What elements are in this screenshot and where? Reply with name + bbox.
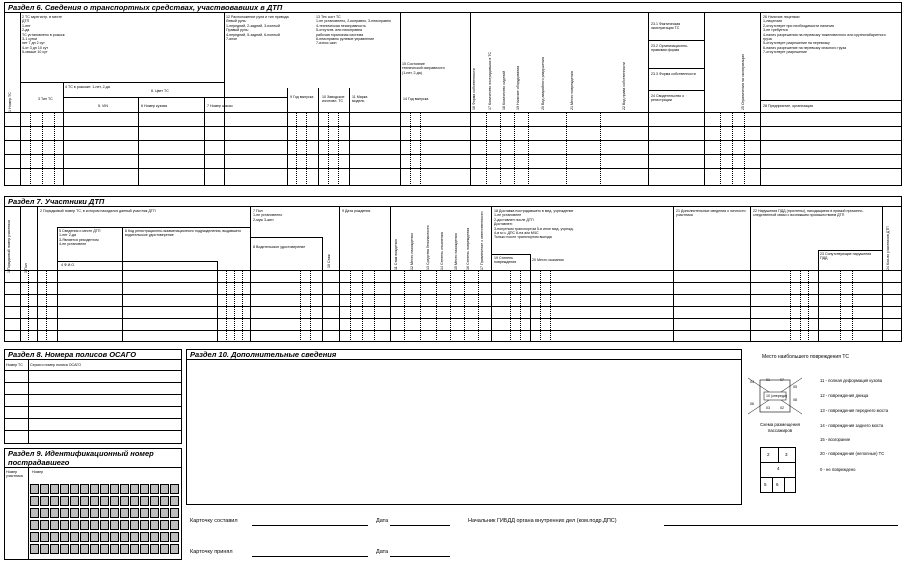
s6-data-grid (4, 112, 902, 186)
accepted-by-label: Карточку принял (190, 549, 233, 555)
s7-col-17: 17 Привлечение к ответственности (480, 211, 484, 270)
id-digit-cell[interactable] (170, 508, 179, 518)
id-digit-cell[interactable] (30, 484, 39, 494)
s6-hdr-line (648, 68, 704, 69)
id-digit-cell[interactable] (70, 532, 79, 542)
s7-cell-divider (350, 270, 351, 342)
damage-zone: 08 (793, 398, 797, 402)
s7-cell-divider (362, 270, 363, 342)
s6-cell-divider (410, 112, 411, 186)
id-digit-cell[interactable] (120, 508, 129, 518)
s7-cell-divider (478, 270, 479, 342)
id-digit-cell[interactable] (100, 532, 109, 542)
id-digit-cell[interactable] (40, 496, 49, 506)
date-label: Дата (376, 549, 389, 555)
id-digit-cell[interactable] (80, 508, 89, 518)
section-8-title: Раздел 8. Номера полисов ОСАГО (8, 350, 137, 359)
id-digit-cell[interactable] (140, 544, 149, 554)
composed-by-label: Карточку составил (190, 518, 238, 524)
s7-cell-divider (300, 270, 301, 342)
seat-diagram-title: Схема размещения пассажиров (759, 422, 800, 433)
s7-col-24: 24 Кол-во участников ДТП (886, 225, 890, 270)
s6-col-20: 20 Вид аварийного разрушения (541, 57, 545, 110)
id-digit-cell[interactable] (90, 544, 99, 554)
s7-cell-divider (436, 270, 437, 342)
table-row[interactable] (4, 112, 902, 113)
s7-col-23: 23 Сопутствующие нарушения ПДД (820, 252, 872, 261)
s7-hdr-line (818, 250, 882, 251)
seat-divider (772, 477, 773, 493)
chief-signature-field[interactable] (664, 525, 898, 526)
id-digit-cell[interactable] (50, 544, 59, 554)
damage-legend-item: 20 - повреждения (неполные) ТС (820, 451, 885, 456)
id-digit-cell[interactable] (120, 532, 129, 542)
damage-title: Место наибольшего повреждения ТС (762, 354, 849, 360)
s7-cell-divider (46, 270, 47, 342)
id-digit-cell[interactable] (60, 532, 69, 542)
id-digit-cell[interactable] (90, 520, 99, 530)
table-row[interactable] (4, 126, 902, 127)
s7-data-grid (4, 270, 902, 342)
id-digit-cell[interactable] (100, 544, 109, 554)
s7-col-7: 7 Пол 1-не установлено 2-муж 3-жен (253, 209, 283, 222)
s6-cell-divider (338, 112, 339, 186)
id-digit-cell[interactable] (70, 544, 79, 554)
s7-hdr-line (57, 227, 250, 228)
s6-cell-divider (732, 112, 733, 186)
s7-col-12: 12 Место нахождения (410, 233, 414, 270)
id-digit-cell[interactable] (50, 484, 59, 494)
id-digit-cell[interactable] (160, 484, 169, 494)
id-digit-cell[interactable] (30, 544, 39, 554)
s7-cell-divider (464, 270, 465, 342)
id-digit-cell[interactable] (80, 484, 89, 494)
section-9-title: Раздел 9. Идентификационный номер пострадавшего (8, 449, 154, 467)
s6-cell-divider (296, 112, 297, 186)
id-digit-cell[interactable] (50, 532, 59, 542)
id-digit-cell[interactable] (120, 484, 129, 494)
id-digit-cell[interactable] (50, 496, 59, 506)
s9-col-1: Номер участника (6, 470, 23, 479)
s6-col-26: 26 Наличие лицензии: 1-лицензия 2-отсутствует при необходимости наличия 3-не требуется 4-налич разрешения на перевозку тяжеловесного или крупногабаритного груза 5-отсутствует разрешение на перевозку 6-налич разрешение на перевозку опасного груза 7-отсутствует разрешение (763, 15, 886, 55)
s6-col-22: 22 Вид права собственности (622, 62, 626, 110)
table-row[interactable] (4, 430, 182, 431)
id-digit-cell[interactable] (130, 532, 139, 542)
id-digit-cell[interactable] (160, 544, 169, 554)
damage-zone: 02 (780, 406, 784, 410)
s6-col-15: 15 Состояние технической исправности (1-нет, 2-да) (402, 62, 445, 75)
id-digit-cell[interactable] (30, 496, 39, 506)
s6-cell-divider (306, 112, 307, 186)
id-digit-cell[interactable] (150, 508, 159, 518)
s7-col-15: 15 Место нахождения (454, 233, 458, 270)
s7-col-16: 16 Степень повреждения (466, 227, 470, 270)
id-digit-cell[interactable] (90, 496, 99, 506)
s7-cell-divider (840, 270, 841, 342)
damage-zone: 04 (750, 380, 754, 384)
s6-cell-divider (720, 112, 721, 186)
s6-col-8: 8. Цвет ТС (151, 89, 169, 93)
s7-hdr-line (57, 261, 217, 262)
id-digit-cell[interactable] (30, 508, 39, 518)
s6-col-7: 7 Номер шасси (207, 104, 233, 108)
s7-cell-divider (420, 270, 421, 342)
id-digit-cell[interactable] (160, 508, 169, 518)
s7-col-20: 20 Место оказания (532, 258, 564, 262)
s7-cell-divider (510, 270, 511, 342)
id-digit-cell[interactable] (50, 508, 59, 518)
s9-divider (28, 467, 29, 560)
s7-col-1: 1 Порядковый номер участника (7, 220, 11, 273)
section-8-title-underline (4, 359, 182, 360)
damage-legend-item: 12 - повреждения днища (820, 393, 869, 398)
s7-col-2: 2 Порядковый номер ТС, в котором находился данный участник ДТП (40, 209, 156, 213)
s7-col-19: 19 Степень повреждения (494, 256, 517, 265)
id-digit-cell[interactable] (170, 532, 179, 542)
id-digit-cell[interactable] (110, 544, 119, 554)
s7-cell-divider (540, 270, 541, 342)
s7-cell-divider (852, 270, 853, 342)
id-digit-cell[interactable] (170, 496, 179, 506)
id-digit-cell[interactable] (160, 532, 169, 542)
id-digit-cell[interactable] (150, 544, 159, 554)
id-digit-cell[interactable] (70, 520, 79, 530)
damage-legend-item: 13 - повреждения переднего моста (820, 408, 889, 413)
s6-col-19: 19 Наличие оборудования (516, 65, 520, 110)
s7-col-21: 21 Дополнительные сведения о личности участника (676, 209, 746, 218)
id-digit-cell[interactable] (130, 496, 139, 506)
accepted-by-field[interactable] (252, 556, 368, 557)
s6-hdr-line (648, 40, 704, 41)
damage-zone: 07 (780, 378, 784, 382)
s6-col-13: 13 Тех сост ТС 1-не установлено, 2-исправно, 3-неисправно 4-техническая неисправность 5-отсутств. или неисправна рабочая тормозная система 6-неисправно рулевое управление 7-износ шин (316, 15, 391, 46)
table-row[interactable] (4, 418, 182, 419)
s6-col-23a: 23.1 Фактическая эксплуатация ТС (651, 22, 681, 31)
s6-col-16: 16 Форма собственности (472, 68, 476, 110)
s6-col-24: 24 Свидетельство о регистрации (651, 94, 685, 103)
table-row[interactable] (4, 370, 182, 371)
s7-cell-divider (808, 270, 809, 342)
s6-col-25: 25 Ограничения на эксплуатацию (741, 53, 745, 110)
id-digit-cell[interactable] (140, 520, 149, 530)
s9-col-2: Номер (32, 470, 44, 474)
id-digit-cell[interactable] (60, 544, 69, 554)
table-row[interactable] (4, 154, 902, 155)
section-6-title: Раздел 6. Сведения о транспортных средствах, участвовавших в ДТП (8, 3, 283, 12)
id-digit-cell[interactable] (110, 496, 119, 506)
date-field[interactable] (390, 525, 450, 526)
id-digit-cell[interactable] (170, 520, 179, 530)
section-10-title: Раздел 10. Дополнительные сведения (190, 350, 337, 359)
id-digit-cell[interactable] (30, 532, 39, 542)
s6-cell-divider (566, 112, 567, 186)
s8-col-2: Серия и номер полиса ОСАГО (30, 363, 82, 367)
s6-hdr-line (20, 82, 224, 83)
s6-col-12: 12 Расположение руля и тип привода Левый руль: 1-передний, 2-задний, 3-полный Правый руль: 4-передний, 5-задний, 6-полный 7-иное (226, 15, 289, 42)
id-digit-cell[interactable] (160, 496, 169, 506)
s7-cell-divider (550, 270, 551, 342)
id-digit-cell[interactable] (50, 520, 59, 530)
id-digit-cell[interactable] (150, 496, 159, 506)
seat-divider (760, 477, 796, 478)
s7-col-4: 4 Ф.И.О. (61, 263, 76, 267)
id-digit-cell[interactable] (150, 532, 159, 542)
s7-cell-divider (310, 270, 311, 342)
table-row[interactable] (4, 318, 902, 319)
s6-col-23b: 23.2 Организационно-правовая форма (651, 44, 688, 53)
seat-divider (784, 477, 785, 493)
s6-cell-divider (42, 112, 43, 186)
s7-cell-divider (404, 270, 405, 342)
id-digit-cell[interactable] (80, 496, 89, 506)
id-digit-cell[interactable] (110, 532, 119, 542)
date-label: Дата (376, 518, 389, 524)
s6-col-4: 4 ТС в розыске: 1-нет, 2-да (65, 85, 110, 89)
id-digit-cell[interactable] (130, 544, 139, 554)
s7-cell-divider (28, 270, 29, 342)
id-digit-cell[interactable] (100, 508, 109, 518)
s6-cell-divider (420, 112, 421, 186)
id-digit-cell[interactable] (160, 520, 169, 530)
s8-col-1: Номер ТС (6, 363, 23, 367)
id-digit-cell[interactable] (80, 544, 89, 554)
id-digit-cell[interactable] (110, 484, 119, 494)
s7-col-6: 6 Код регистрационно-экзаменационного подразделения, выдавшего водительское удостоверение (125, 229, 242, 238)
id-digit-cell[interactable] (140, 508, 149, 518)
table-row[interactable] (4, 330, 902, 331)
s7-col-22: 22 Нарушения ПДД (прочтены), находящиеся в прямой причинно-следственной связи с возникшим происшествием ДТП (753, 209, 864, 218)
damage-zone: 10 (спереди) (766, 394, 788, 398)
id-digit-cell[interactable] (120, 544, 129, 554)
s6-cell-divider (30, 112, 31, 186)
seat-divider (760, 462, 796, 463)
id-digit-cell[interactable] (130, 484, 139, 494)
id-digit-cell[interactable] (40, 508, 49, 518)
id-digit-cell[interactable] (70, 484, 79, 494)
s6-hdr-line (760, 100, 902, 101)
date-field[interactable] (390, 556, 450, 557)
s6-col-17: 17 Количество пострадавших в ТС (488, 51, 492, 110)
s6-cell-divider (744, 112, 745, 186)
s6-cell-divider (328, 112, 329, 186)
seat-number: 3 (785, 452, 788, 457)
s6-col-3: 3 Тип ТС (38, 97, 53, 101)
chief-label: Начальник ГИБДД органа внутренних дел (ком.подр.ДПС) (468, 518, 617, 524)
id-digit-cell[interactable] (100, 496, 109, 506)
damage-legend-item: 15 - возгорание (820, 437, 851, 442)
s7-col-8: 8 Водительское удостоверение (253, 245, 306, 249)
damage-zone: 01 (766, 378, 770, 382)
s7-hdr-line (491, 254, 531, 255)
id-digit-cell[interactable] (40, 532, 49, 542)
damage-legend-item: 0 - не повреждено (820, 467, 856, 472)
id-digit-cell[interactable] (60, 484, 69, 494)
id-digit-cell[interactable] (130, 520, 139, 530)
composed-by-field[interactable] (252, 525, 368, 526)
s6-col-23c: 23.3 Форма собственности (651, 72, 696, 76)
s7-cell-divider (226, 270, 227, 342)
id-digit-cell[interactable] (80, 520, 89, 530)
s7-hdr-line (250, 237, 322, 238)
s7-col-13: 13 Средства безопасности (426, 225, 430, 270)
id-digit-cell[interactable] (120, 520, 129, 530)
section-7-title: Раздел 7. Участники ДТП (8, 197, 105, 206)
section-7-title-underline (4, 206, 902, 207)
s7-col-9: 9 Дата рождения (342, 209, 371, 213)
s6-col-14: 14 Год выпуска (403, 97, 429, 101)
section-9-title-underline (4, 467, 182, 468)
s7-col-11: 11 Стаж вождения (394, 239, 398, 270)
id-digit-cell[interactable] (110, 508, 119, 518)
damage-zone: 05 (793, 385, 797, 389)
s6-col-5: 5. VIN (98, 104, 108, 108)
s6-col-1: 1 Номер ТС (8, 92, 12, 112)
id-digit-cell[interactable] (90, 484, 99, 494)
s7-cell-divider (450, 270, 451, 342)
section-6-title-underline (4, 12, 902, 13)
damage-zone: 03 (766, 406, 770, 410)
id-digit-cell[interactable] (90, 532, 99, 542)
id-digit-cell[interactable] (70, 496, 79, 506)
id-digit-cell[interactable] (70, 508, 79, 518)
s6-col-21: 21 Место повреждения (570, 71, 574, 110)
s6-cell-divider (500, 112, 501, 186)
table-row[interactable] (4, 140, 902, 141)
s6-cell-divider (528, 112, 529, 186)
id-digit-cell[interactable] (40, 484, 49, 494)
table-row[interactable] (4, 282, 902, 283)
s6-col-18: 18 Количество сидений (502, 70, 506, 110)
seat-number: 5 (764, 482, 767, 487)
s6-col-28: 28 Предприятие, организация (763, 104, 814, 108)
s6-col-10: 10 Заводское изготовл. ТС (322, 95, 345, 104)
id-digit-cell[interactable] (140, 484, 149, 494)
id-digit-cell[interactable] (120, 496, 129, 506)
table-row[interactable] (4, 270, 902, 271)
id-digit-cell[interactable] (100, 484, 109, 494)
s7-cell-divider (374, 270, 375, 342)
s7-cell-divider (242, 270, 243, 342)
s7-col-1b: 3 Пол (24, 263, 28, 273)
table-row[interactable] (4, 406, 182, 407)
id-digit-cell[interactable] (40, 544, 49, 554)
id-digit-cell[interactable] (170, 544, 179, 554)
s6-col-9: 9 Год выпуска (290, 95, 314, 99)
table-row[interactable] (4, 168, 902, 169)
id-digit-cell[interactable] (60, 508, 69, 518)
s6-cell-divider (54, 112, 55, 186)
damage-zone: 06 (750, 402, 754, 406)
table-row[interactable] (4, 294, 902, 295)
s7-col-10: 10 Стаж (327, 254, 331, 268)
id-digit-cell[interactable] (140, 496, 149, 506)
seat-number: 6 (776, 482, 779, 487)
id-digit-cell[interactable] (60, 520, 69, 530)
s8-data-grid (4, 370, 182, 444)
s7-col-5: 5 Сведения о месте ДТП 1-нет 2-да 3-Является резидентом 4-не установлен (59, 229, 101, 247)
damage-legend-item: 14 - повреждения заднего моста (820, 423, 884, 428)
s6-cell-divider (600, 112, 601, 186)
table-row[interactable] (4, 394, 182, 395)
id-digit-cell[interactable] (80, 532, 89, 542)
id-digit-cell[interactable] (140, 532, 149, 542)
s7-cell-divider (234, 270, 235, 342)
id-digit-cell[interactable] (90, 508, 99, 518)
seat-divider (778, 447, 779, 462)
id-digit-cell[interactable] (150, 520, 159, 530)
s6-col-11: 11 Марка модель (352, 95, 368, 104)
id-digit-cell[interactable] (100, 520, 109, 530)
s6-cell-divider (514, 112, 515, 186)
s6-hdr-line (648, 90, 704, 91)
s6-cell-divider (486, 112, 487, 186)
id-digit-cell[interactable] (170, 484, 179, 494)
table-row[interactable] (4, 306, 902, 307)
seat-number: 2 (767, 452, 770, 457)
id-digit-cell[interactable] (150, 484, 159, 494)
damage-legend-item: 11 - полная деформация кузова (820, 378, 883, 383)
id-digit-cell[interactable] (130, 508, 139, 518)
id-digit-cell[interactable] (40, 520, 49, 530)
s7-cell-divider (520, 270, 521, 342)
s7-cell-divider (800, 270, 801, 342)
s6-col-2: 2 ТС зарегистр. в месте ДТП 1-нет 2-да ТС установлено в розыск: 3-1 сутки нет 7 дн 2 сут 4-от 3 дн 10 сут 5-свыше 10 сут (22, 15, 66, 55)
table-row[interactable] (4, 382, 182, 383)
s6-hdr-line (63, 97, 287, 98)
s9-id-grid (30, 484, 180, 558)
s7-cell-divider (790, 270, 791, 342)
s7-col-14: 14 Степень опьянения (440, 232, 444, 270)
id-digit-cell[interactable] (30, 520, 39, 530)
seat-number: 4 (777, 466, 780, 471)
s6-col-6: 6 Номер кузова (141, 104, 167, 108)
id-digit-cell[interactable] (60, 496, 69, 506)
s7-col-18: 18 Доставка пострадавшего в мед. учреждение 1-не установлен 2-доставлен после ДТП Доставлен: 3-попутным транспортом 5-в иное мед. учрежд. 4-в м.ч. ДПС 6-на а/м МЧС Только после транспортом выезда (494, 209, 574, 240)
additional-info-area[interactable] (187, 360, 741, 504)
id-digit-cell[interactable] (110, 520, 119, 530)
